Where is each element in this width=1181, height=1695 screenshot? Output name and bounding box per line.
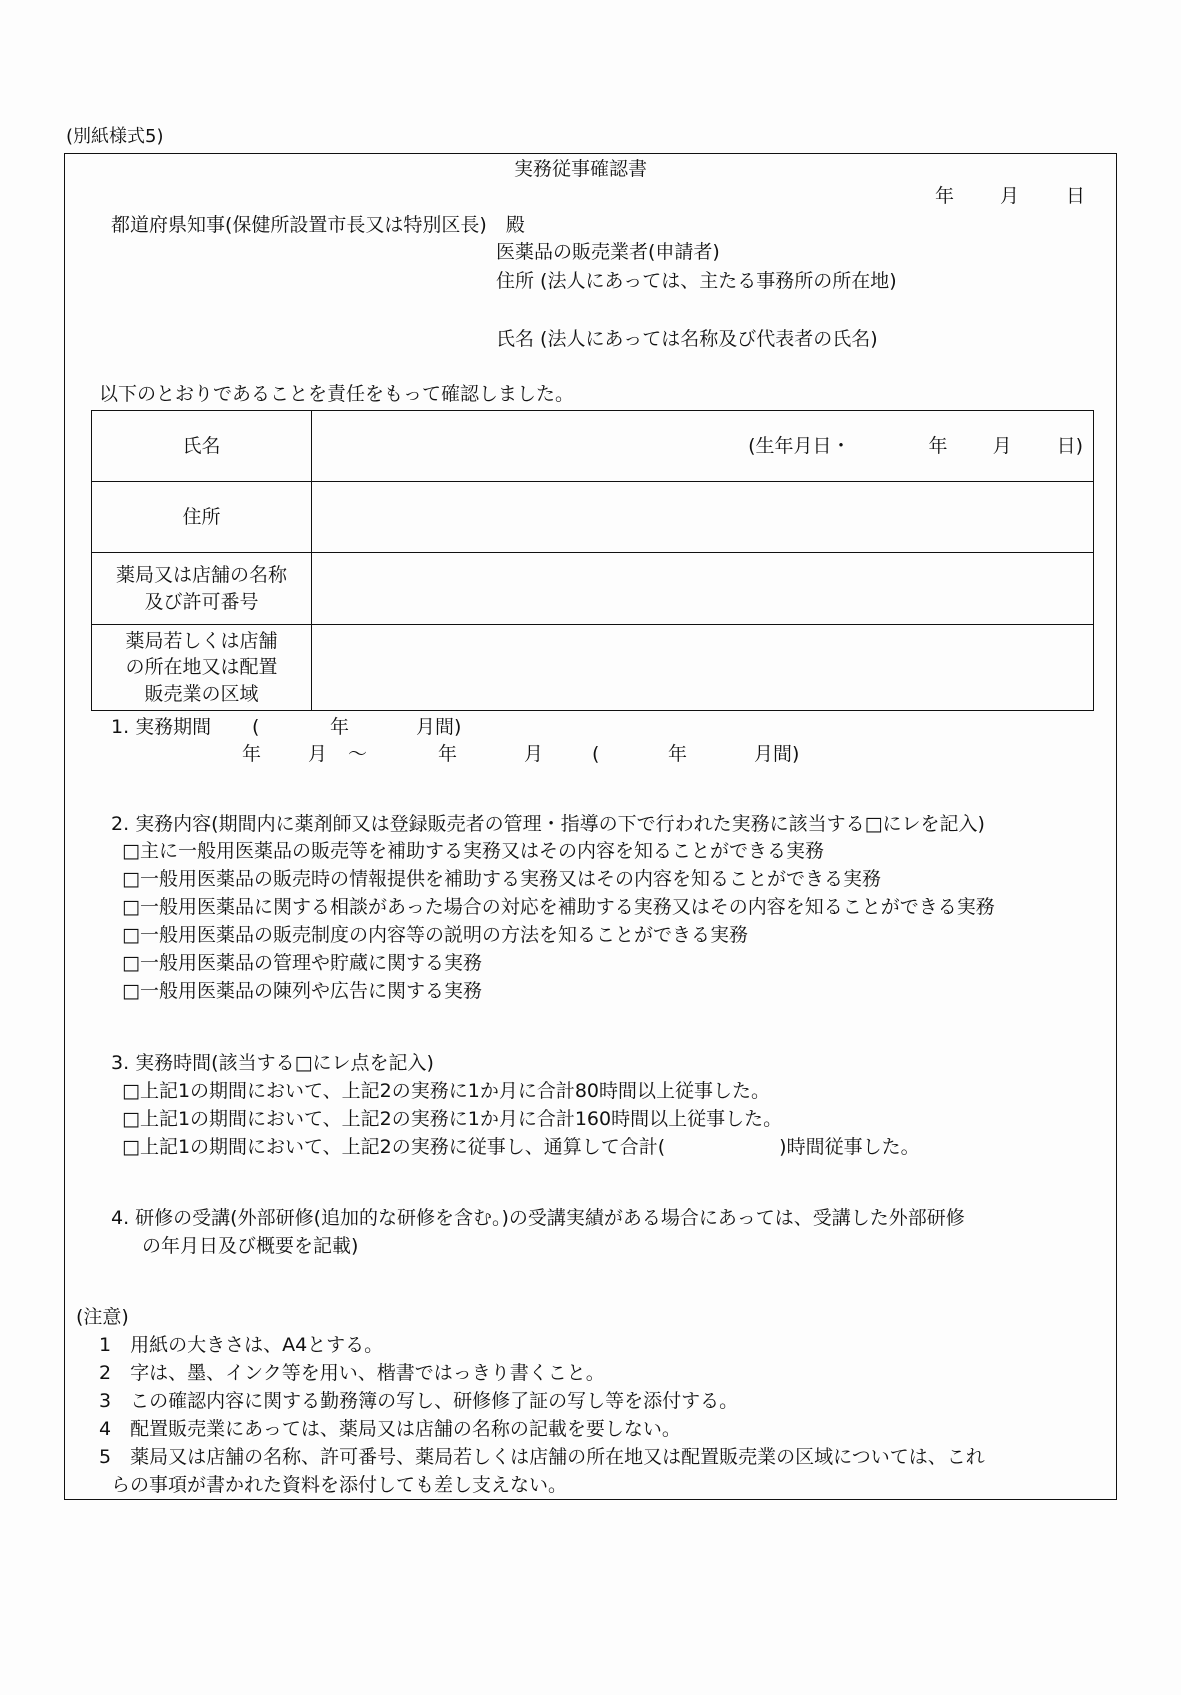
applicant-info-table <box>91 410 1094 711</box>
range-year-3: 年 <box>668 743 688 765</box>
duty-checkbox-item[interactable]: □主に一般用医薬品の販売等を補助する実務又はその内容を知ることができる実務 <box>122 840 824 862</box>
form-id: (別紙様式5) <box>66 126 164 147</box>
section-4-line-1: 4. 研修の受講(外部研修(追加的な研修を含む。)の受講実績がある場合にあっては、受講した外部研修 <box>111 1207 965 1229</box>
confirmation-statement: 以下のとおりであることを責任をもって確認しました。 <box>99 383 575 405</box>
label-address: 住所 <box>92 482 312 553</box>
document-title: 実務従事確認書 <box>514 158 648 180</box>
note-item: 3 この確認内容に関する勤務簿の写し、研修修了証の写し等を添付する。 <box>99 1390 739 1412</box>
notes-heading: (注意) <box>76 1306 129 1328</box>
label-store-name: 薬局又は店舗の名称 及び許可番号 <box>92 553 312 625</box>
section-4-line-2: の年月日及び概要を記載) <box>142 1235 359 1257</box>
applicant-name-label: 氏名 (法人にあっては名称及び代表者の氏名) <box>496 328 878 350</box>
period-months: 月間) <box>416 716 462 738</box>
range-month-1: 月 <box>308 743 328 765</box>
duty-checkbox-item[interactable]: □一般用医薬品の管理や貯蔵に関する実務 <box>122 952 482 974</box>
note-item: 1 用紙の大きさは、A4とする。 <box>99 1334 384 1356</box>
birth-day: 日) <box>1056 434 1083 457</box>
date-month: 月 <box>1000 185 1020 207</box>
table-row-store-name <box>92 553 1094 625</box>
section-2-heading: 2. 実務内容(期間内に薬剤師又は登録販売者の管理・指導の下で行われた実務に該当する□にレを記入) <box>111 813 985 835</box>
store-name-field[interactable] <box>312 553 1094 625</box>
table-row-address <box>92 482 1094 553</box>
hours-checkbox-item[interactable]: □上記1の期間において、上記2の実務に1か月に合計80時間以上従事した。 <box>122 1080 771 1102</box>
duty-checkbox-item[interactable]: □一般用医薬品の陳列や広告に関する実務 <box>122 980 482 1002</box>
hours-checkbox-item[interactable]: □上記1の期間において、上記2の実務に1か月に合計160時間以上従事した。 <box>122 1108 783 1130</box>
range-year-1: 年 <box>242 743 262 765</box>
name-field[interactable] <box>312 411 1094 482</box>
store-location-field[interactable] <box>312 625 1094 711</box>
note-item: 2 字は、墨、インク等を用い、楷書ではっきり書くこと。 <box>99 1362 605 1384</box>
note-item: 5 薬局又は店舗の名称、許可番号、薬局若しくは店舗の所在地又は配置販売業の区域については、これ <box>99 1446 985 1468</box>
birth-prefix: (生年月日・ <box>748 434 851 457</box>
applicant-heading: 医薬品の販売業者(申請者) <box>496 241 720 263</box>
table-row-name <box>92 411 1094 482</box>
range-year-2: 年 <box>438 743 458 765</box>
duty-checkbox-item[interactable]: □一般用医薬品に関する相談があった場合の対応を補助する実務又はその内容を知ることができる実務 <box>122 896 995 918</box>
note-item: 4 配置販売業にあっては、薬局又は店舗の名称の記載を要しない。 <box>99 1418 681 1440</box>
range-month-2: 月 <box>524 743 544 765</box>
birth-year: 年 <box>928 434 948 457</box>
paren: ( <box>252 716 260 738</box>
birth-month: 月 <box>992 434 1012 457</box>
applicant-address-label: 住所 (法人にあっては、主たる事務所の所在地) <box>496 270 897 292</box>
range-paren: ( <box>592 743 600 765</box>
duty-checkbox-item[interactable]: □一般用医薬品の販売時の情報提供を補助する実務又はその内容を知ることができる実務 <box>122 868 881 890</box>
date-year: 年 <box>935 185 955 207</box>
label-store-location: 薬局若しくは店舗 の所在地又は配置 販売業の区域 <box>92 625 312 711</box>
label-name: 氏名 <box>92 411 312 482</box>
range-months: 月間) <box>754 743 800 765</box>
date-day: 日 <box>1066 185 1086 207</box>
range-tilde: ～ <box>348 743 368 765</box>
section-1-heading: 1. 実務期間 <box>111 716 212 738</box>
table-row-store-location <box>92 625 1094 711</box>
duty-checkbox-item[interactable]: □一般用医薬品の販売制度の内容等の説明の方法を知ることができる実務 <box>122 924 748 946</box>
hours-checkbox-item[interactable]: □上記1の期間において、上記2の実務に従事し、通算して合計( )時間従事した。 <box>122 1136 920 1158</box>
section-3-heading: 3. 実務時間(該当する□にレ点を記入) <box>111 1052 434 1074</box>
address-field[interactable] <box>312 482 1094 553</box>
addressee: 都道府県知事(保健所設置市長又は特別区長) 殿 <box>111 214 525 236</box>
note-item-continuation: らの事項が書かれた資料を添付しても差し支えない。 <box>111 1474 568 1496</box>
period-year: 年 <box>330 716 350 738</box>
